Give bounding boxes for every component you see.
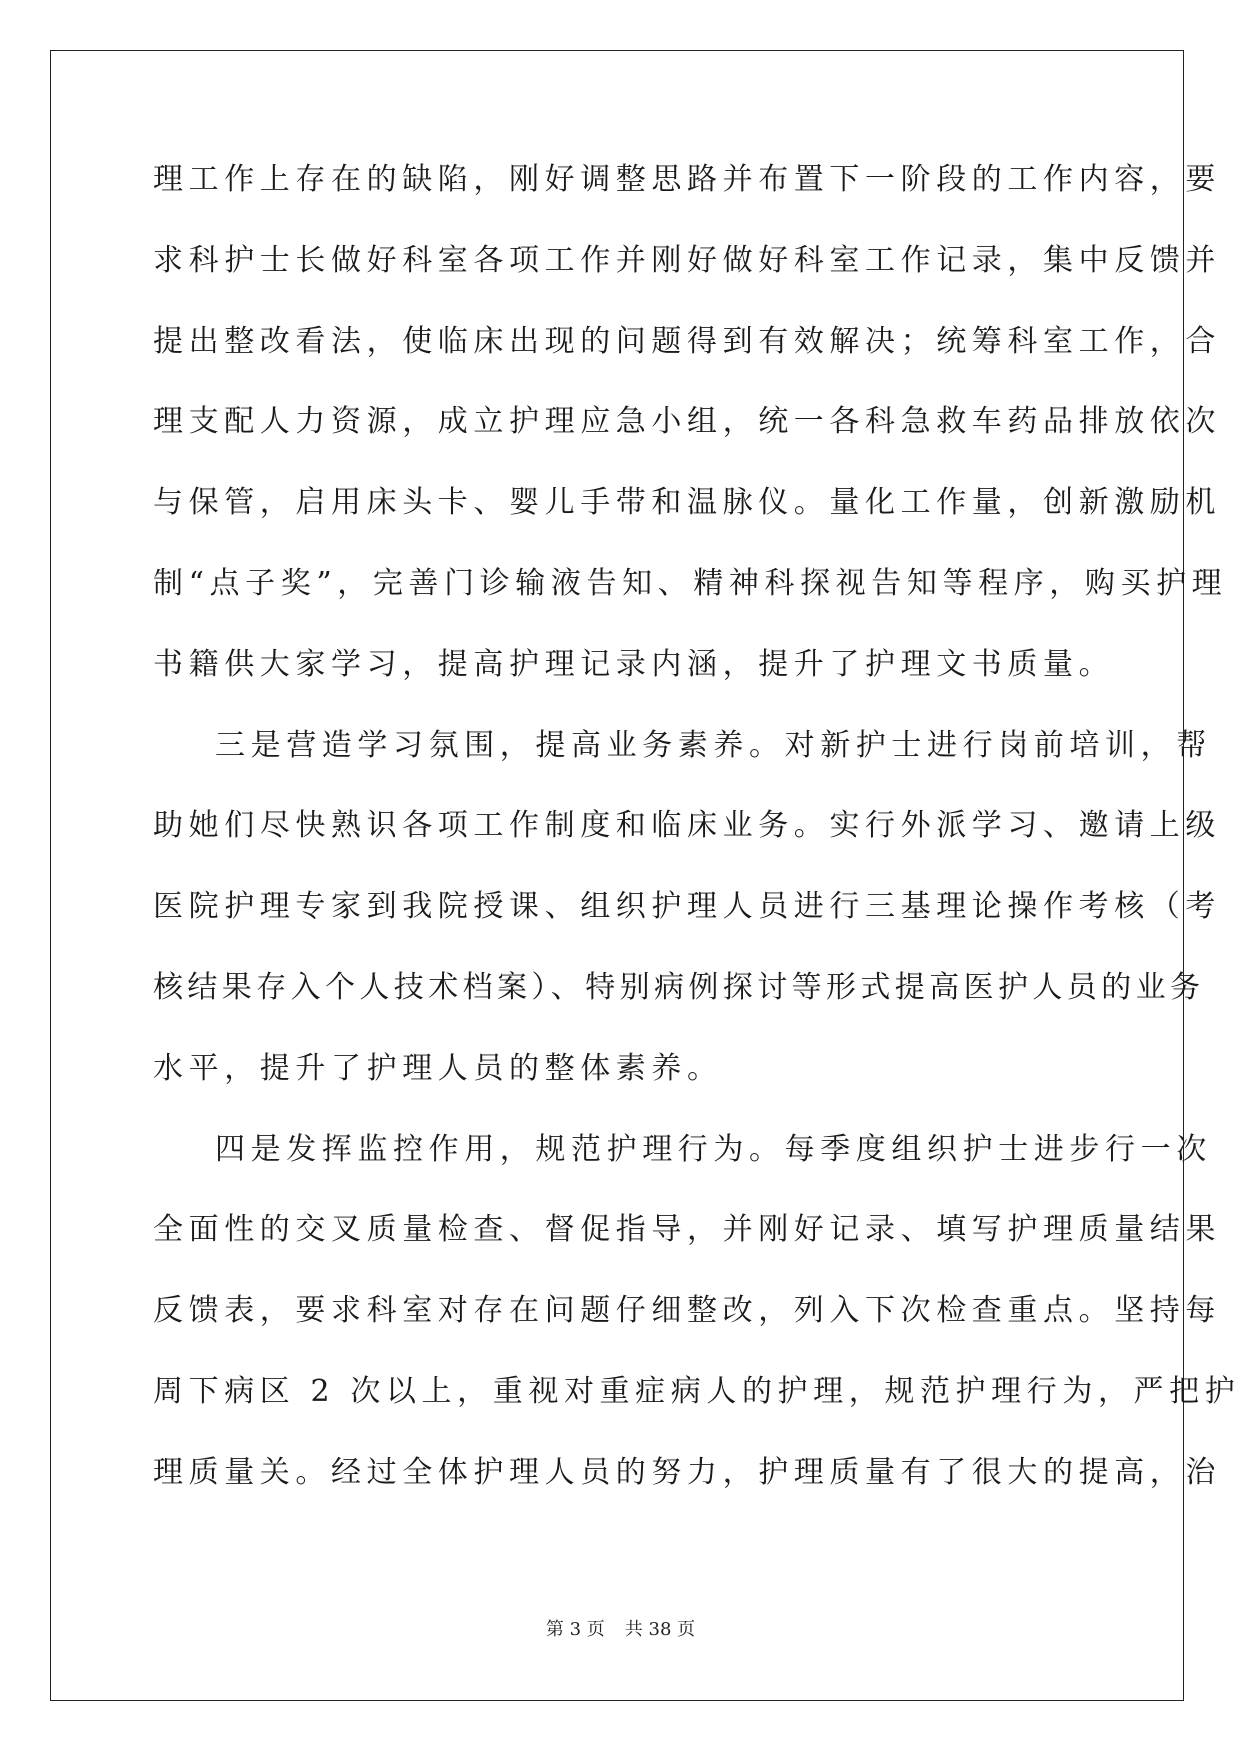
text-line-paragraph-end: 书籍供大家学习，提高护理记录内涵，提升了护理文书质量。: [153, 646, 1115, 682]
text-line: 全面性的交叉质量检查、督促指导，并刚好记录、填写护理质量结果: [153, 1212, 1221, 1248]
page-number-total: 共 38 页: [624, 1619, 696, 1640]
page-footer: [0, 1618, 1241, 1642]
text-line: 制“点子奖”，完善门诊输液告知、精神科探视告知等程序，购买护理: [153, 565, 1228, 601]
text-line: 反馈表，要求科室对存在问题仔细整改，列入下次检查重点。坚持每: [153, 1293, 1221, 1329]
text-line: 求科护士长做好科室各项工作并刚好做好科室工作记录，集中反馈并: [153, 242, 1221, 278]
text-line: 理支配人力资源，成立护理应急小组，统一各科急救车药品排放依次: [153, 404, 1221, 440]
text-line: 助她们尽快熟识各项工作制度和临床业务。实行外派学习、邀请上级: [153, 808, 1221, 844]
text-line: 提出整改看法，使临床出现的问题得到有效解决；统筹科室工作，合: [153, 323, 1221, 359]
document-body: [153, 152, 1241, 1526]
text-line-paragraph-end: 水平，提升了护理人员的整体素养。: [153, 1050, 723, 1086]
text-line: 医院护理专家到我院授课、组织护理人员进行三基理论操作考核（考: [153, 889, 1221, 925]
text-line: 理质量关。经过全体护理人员的努力，护理质量有了很大的提高，治: [153, 1454, 1221, 1490]
text-line: 核结果存入个人技术档案）、特别病例探讨等形式提高医护人员的业务: [153, 969, 1205, 1005]
text-line: 与保管，启用床头卡、婴儿手带和温脉仪。量化工作量，创新激励机: [153, 485, 1221, 521]
text-line: 周下病区 2 次以上，重视对重症病人的护理，规范护理行为，严把护: [153, 1373, 1241, 1409]
text-line-paragraph-start: 三是营造学习氛围，提高业务素养。对新护士进行岗前培训，帮: [215, 727, 1212, 763]
page-number-current: 第 3 页: [545, 1619, 605, 1640]
text-line-paragraph-start: 四是发挥监控作用，规范护理行为。每季度组织护士进步行一次: [215, 1131, 1212, 1167]
text-line: 理工作上存在的缺陷，刚好调整思路并布置下一阶段的工作内容，要: [153, 162, 1221, 197]
